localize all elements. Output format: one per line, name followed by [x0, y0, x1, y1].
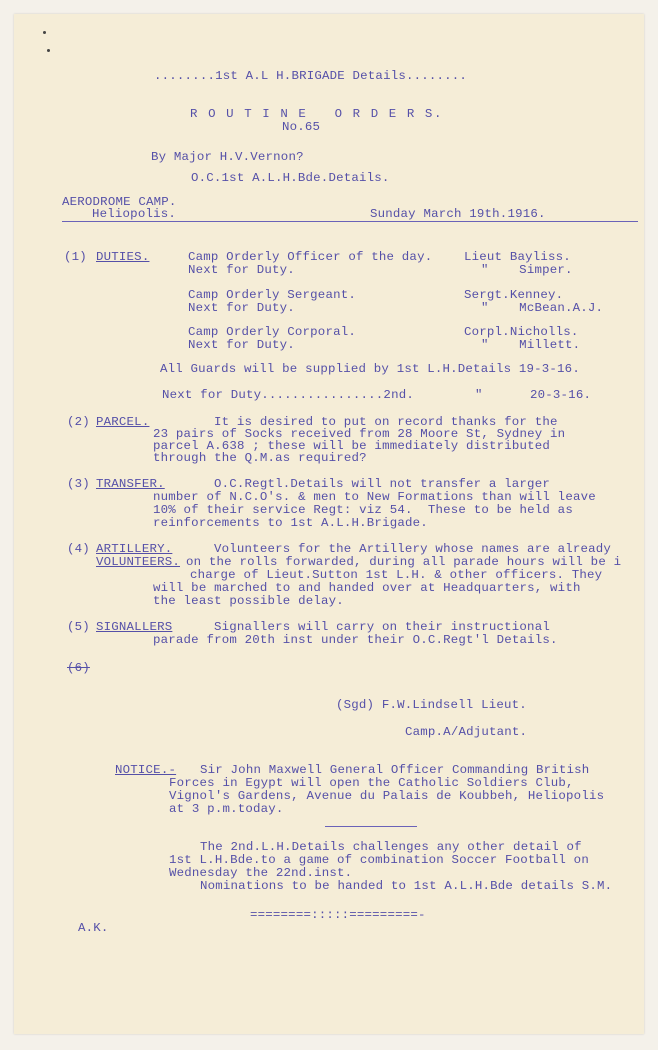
notice-heading: NOTICE.-	[115, 763, 177, 777]
challenge-line: The 2nd.L.H.Details challenges any other detail of	[200, 840, 582, 854]
order-number: No.65	[282, 120, 321, 134]
artillery-line: the least possible delay.	[153, 594, 344, 608]
artillery-line: Volunteers for the Artillery whose names are already	[214, 542, 612, 556]
artillery-heading: ARTILLERY.	[96, 542, 173, 556]
signature-name: (Sgd) F.W.Lindsell Lieut.	[336, 698, 527, 712]
typist-initials: A.K.	[78, 921, 109, 935]
next-duty-ditto: "	[475, 388, 483, 402]
parcel-heading: PARCEL.	[96, 415, 150, 429]
artillery-line: on the rolls forwarded, during all parade hours will be i	[186, 555, 622, 569]
parcel-line: 23 pairs of Socks received from 28 Moore St, Sydney in	[153, 427, 566, 441]
challenge-line: 1st L.H.Bde.to a game of combination Soccer Football on	[169, 853, 589, 867]
notice-divider	[325, 826, 417, 827]
duties-number: (1)	[64, 250, 87, 264]
next-duty-date: 20-3-16.	[530, 388, 592, 402]
artillery-line: will be marched to and handed over at Headquarters, with	[153, 581, 581, 595]
ink-spot	[47, 49, 50, 52]
closing-divider: ========:::::=========-	[250, 908, 426, 922]
parcel-line: It is desired to put on record thanks for the	[214, 415, 558, 429]
notice-line: Sir John Maxwell General Officer Commanding British	[200, 763, 590, 777]
guards-line: All Guards will be supplied by 1st L.H.Details 19-3-16.	[160, 362, 580, 376]
notice-line: Forces in Egypt will open the Catholic Soldiers Club,	[169, 776, 574, 790]
duty-role: Camp Orderly Corporal.	[188, 325, 356, 339]
duty-role: Next for Duty.	[188, 263, 295, 277]
duties-heading: DUTIES.	[96, 250, 150, 264]
duty-role: Camp Orderly Officer of the day.	[188, 250, 433, 264]
signature-title: Camp.A/Adjutant.	[405, 725, 528, 739]
document-title: R O U T I N E O R D E R S.	[190, 107, 443, 121]
header-rule	[62, 221, 638, 222]
duty-role: Next for Duty.	[188, 338, 295, 352]
item-six: (6)	[67, 661, 90, 675]
duty-name: " Simper.	[481, 263, 573, 277]
duty-role: Camp Orderly Sergeant.	[188, 288, 356, 302]
next-duty-line: Next for Duty................2nd.	[162, 388, 414, 402]
volunteers-heading: VOLUNTEERS.	[96, 555, 180, 569]
artillery-number: (4)	[67, 542, 90, 556]
duty-name: " Millett.	[481, 338, 581, 352]
signallers-heading: SIGNALLERS	[96, 620, 173, 634]
ink-spot	[43, 31, 46, 34]
transfer-line: number of N.C.O's. & men to New Formations than will leave	[153, 490, 596, 504]
oc-line: O.C.1st A.L.H.Bde.Details.	[191, 171, 390, 185]
signallers-line: Signallers will carry on their instructional	[214, 620, 550, 634]
signallers-line: parade from 20th inst under their O.C.Regt'l Details.	[153, 633, 558, 647]
parcel-line: parcel A.638 ; these will be immediately distributed	[153, 439, 551, 453]
camp-location: Heliopolis.	[92, 207, 176, 221]
parcel-number: (2)	[67, 415, 90, 429]
duty-name: Lieut Bayliss.	[464, 250, 571, 264]
duty-name: Corpl.Nicholls.	[464, 325, 579, 339]
challenge-line: Wednesday the 22nd.inst.	[169, 866, 353, 880]
duty-name: " McBean.A.J.	[481, 301, 604, 315]
notice-line: at 3 p.m.today.	[169, 802, 284, 816]
camp-name: AERODROME CAMP.	[62, 195, 177, 209]
transfer-heading: TRANSFER.	[96, 477, 165, 491]
transfer-line: 10% of their service Regt: viz 54. These to be held as	[153, 503, 573, 517]
transfer-line: reinforcements to 1st A.L.H.Brigade.	[153, 516, 428, 530]
signallers-number: (5)	[67, 620, 90, 634]
duty-role: Next for Duty.	[188, 301, 295, 315]
transfer-line: O.C.Regtl.Details will not transfer a larger	[214, 477, 550, 491]
notice-line: Vignol's Gardens, Avenue du Palais de Koubbeh, Heliopolis	[169, 789, 605, 803]
challenge-line: Nominations to be handed to 1st A.L.H.Bde details S.M.	[200, 879, 613, 893]
parcel-line: through the Q.M.as required?	[153, 451, 367, 465]
duty-name: Sergt.Kenney.	[464, 288, 564, 302]
issuer-line: By Major H.V.Vernon?	[151, 150, 304, 164]
document-page	[14, 14, 644, 1034]
brigade-heading: ........1st A.L H.BRIGADE Details........	[154, 69, 468, 83]
artillery-line: charge of Lieut.Sutton 1st L.H. & other officers. They	[190, 568, 603, 582]
transfer-number: (3)	[67, 477, 90, 491]
order-date: Sunday March 19th.1916.	[370, 207, 546, 221]
